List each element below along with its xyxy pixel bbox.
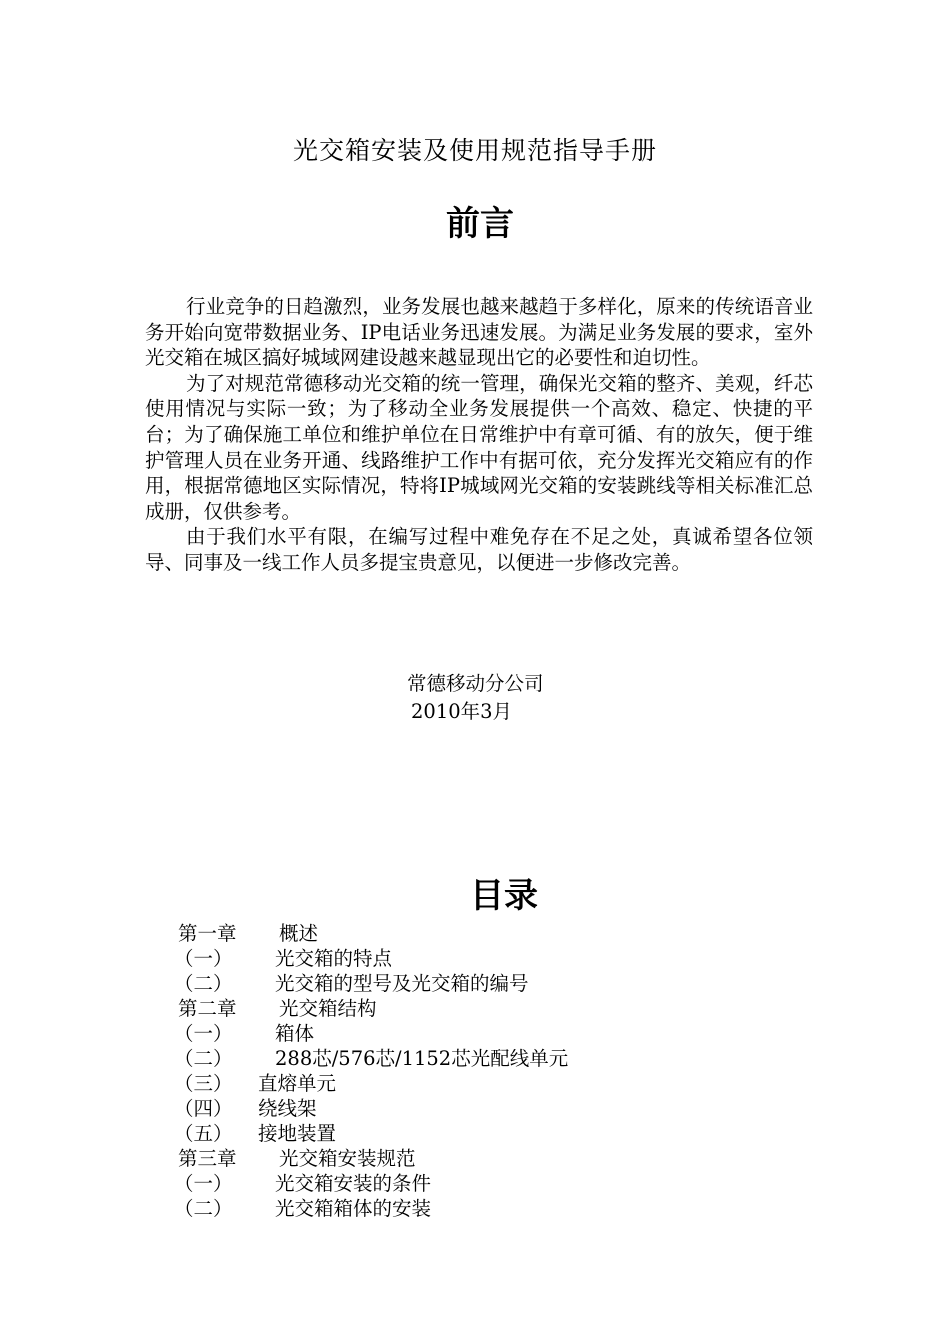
toc-entry-title: 绕线架 — [258, 1097, 317, 1120]
toc-entry[interactable] — [174, 1046, 569, 1071]
toc-entry-number: 第三章 — [178, 1147, 237, 1170]
toc-entry-number: （三） — [174, 1072, 233, 1095]
toc-entry-number: （一） — [174, 947, 233, 970]
toc-entry[interactable] — [178, 1146, 568, 1171]
toc-entry[interactable] — [174, 971, 568, 996]
toc-entry-title: 箱体 — [275, 1022, 315, 1045]
toc-entry[interactable] — [174, 1121, 568, 1146]
toc-entry-title: 光交箱结构 — [279, 997, 377, 1020]
toc-entry-number: （二） — [174, 1197, 233, 1220]
toc-entry[interactable] — [178, 996, 568, 1021]
toc-entry[interactable] — [174, 1171, 568, 1196]
toc-entry-title: 288芯/576芯/1152芯光配线单元 — [275, 1047, 569, 1070]
preface-paragraph: 为了对规范常德移动光交箱的统一管理，确保光交箱的整齐、美观，纤芯使用情况与实际一致；为了移动全业务发展提供一个高效、稳定、快捷的平台；为了确保施工单位和维护单位在日常维护中有章可循、有的放矢，便于维护管理人员在业务开通、线路维护工作中有据可依，充分发挥光交箱应有的作用，根据常德地区实际情况，特将IP城域网光交箱的安装跳线等相关标准汇总成册，仅供参考。 — [145, 371, 813, 523]
signature-organization: 常德移动分公司 — [407, 672, 544, 695]
toc-entry-title: 概述 — [279, 922, 319, 945]
toc-entry[interactable] — [174, 1021, 568, 1046]
toc-entry-title: 直熔单元 — [258, 1072, 337, 1095]
preface-body — [145, 294, 813, 576]
toc-entry-number: （一） — [174, 1172, 233, 1195]
toc-heading: 目录 — [470, 876, 538, 916]
toc-entry[interactable] — [178, 921, 568, 946]
preface-heading: 前言 — [446, 204, 514, 244]
toc-entry[interactable] — [174, 1196, 568, 1221]
toc-entry[interactable] — [174, 946, 568, 971]
toc-entry-number: （二） — [174, 972, 233, 995]
table-of-contents — [174, 921, 569, 1221]
toc-entry-number: （二） — [174, 1047, 233, 1070]
toc-entry-title: 光交箱安装的条件 — [275, 1172, 432, 1195]
document-title: 光交箱安装及使用规范指导手册 — [292, 136, 657, 165]
toc-entry-title: 光交箱箱体的安装 — [275, 1197, 432, 1220]
toc-entry[interactable] — [174, 1096, 568, 1121]
toc-entry-number: 第一章 — [178, 922, 237, 945]
signature-date: 2010年3月 — [411, 700, 513, 723]
preface-paragraph: 行业竞争的日趋激烈，业务发展也越来越趋于多样化，原来的传统语音业务开始向宽带数据业务、IP电话业务迅速发展。为满足业务发展的要求，室外光交箱在城区搞好城域网建设越来越显现出它的必要性和迫切性。 — [145, 295, 813, 370]
toc-entry-number: （一） — [174, 1022, 233, 1045]
preface-paragraph: 由于我们水平有限，在编写过程中难免存在不足之处，真诚希望各位领导、同事及一线工作人员多提宝贵意见，以便进一步修改完善。 — [145, 525, 813, 574]
toc-entry-title: 接地装置 — [258, 1122, 337, 1145]
toc-entry-title: 光交箱的型号及光交箱的编号 — [275, 972, 529, 995]
toc-entry-number: 第二章 — [178, 997, 237, 1020]
signature-block — [407, 670, 544, 726]
toc-entry-title: 光交箱的特点 — [275, 947, 393, 970]
toc-entry[interactable] — [174, 1071, 568, 1096]
toc-entry-title: 光交箱安装规范 — [279, 1147, 416, 1170]
toc-entry-number: （五） — [174, 1122, 233, 1145]
toc-entry-number: （四） — [174, 1097, 233, 1120]
